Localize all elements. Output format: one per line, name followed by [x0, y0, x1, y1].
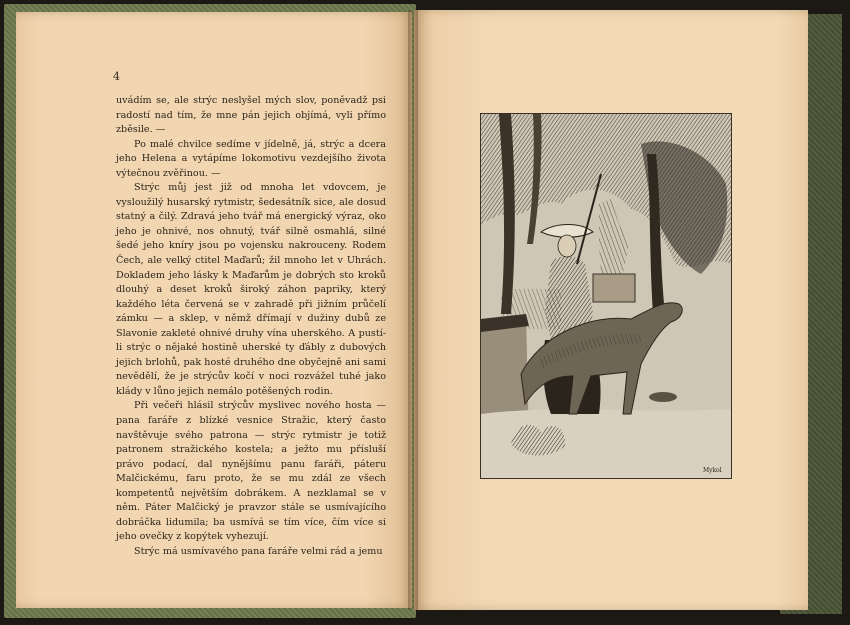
body-text	[116, 94, 386, 560]
paragraph: Strýc má usmívavého pana faráře velmi rád a jemu	[134, 545, 383, 557]
illustrator-signature: Mykol	[703, 467, 722, 474]
book-gutter	[408, 10, 418, 610]
engraving-illustration	[480, 113, 732, 479]
paragraph: Po malé chvilce sedíme v jídelně, já, strýc a dcera jeho Helena a vytápíme lokomotivu vezdejšího života výtečnou zvěřinou. —	[116, 138, 386, 179]
page-number: 4	[113, 70, 120, 83]
paragraph: Strýc můj jest již od mnoha let vdovcem, je vysloužilý husarský rytmistr, šedesátník sice, ale dosud statný a čilý. Zdravá jeho tvář má energický výraz, oko jeho je ohnivé, nos ohnutý, tvář silně osmahlá, silné šedé jeho kníry jsou po vojensku nakrouceny. Rodem Čech, ale velký ctitel Maďarů; žil mnoho let v Uhrách. Dokladem jeho lásky k Maďarům je dobrých sto kroků dlouhý a deset kroků široký záhon papriky, který každého léta červená se v zahradě při jižním průčelí zámku — a sklep, v němž dřímají v dužiny dubů ze Slavonie zakleté ohnivé druhy vína uherského. A pustí-li strýc o nějaké hostině uherské ty ďábly z dubových jejich brlohů, pak hosté druhého dne obyčejně ani sami nevědělí, že je strýcův kočí v noci rozvážel tuhé jako klády v lůno jejich nemálo potěšených rodin.	[116, 182, 386, 397]
engraving-woman-with-dog	[481, 114, 731, 478]
paragraph: Při večeři hlásil strýcův myslivec nového hosta — pana faráře z blízké vesnice Stražic, který často navštěvuje svého patrona — strýc rytmistr je totiž patronem stražického kostela; a ježto mu přísluší právo podací, dal nynějšímu panu faráři, páteru Malčickému, faru proto, že se mu zdál ze všech kompetentů největším dobrákem. A nezklamal se v něm. Páter Malčický je pravzor stále se usmívajícího dobráčka lidumila; ba usmívá se tím více, čím více si jeho ovečky z kopýtek vyhezují.	[116, 400, 386, 543]
paragraph: uvádím se, ale strýc neslyšel mých slov, poněvadž psi radostí nad tím, že mne pán jejich objímá, vyli přímo zběsile. —	[116, 95, 386, 136]
